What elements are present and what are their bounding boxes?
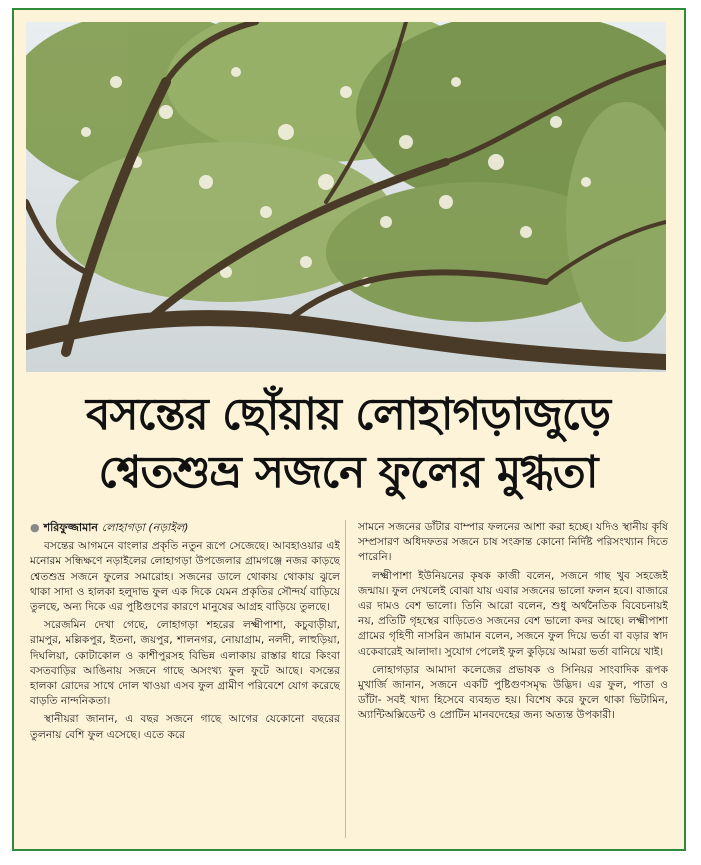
headline: [20, 386, 676, 502]
bullet-icon: ●: [30, 521, 40, 534]
paragraph: সরেজমিন দেখা গেছে, লোহাগড়া শহরের লক্ষ্মীপাশা, কচুবাড়ীয়া, রামপুর, মল্লিকপুর, ইতনা, জয়পুর, শালনগর, নোয়াগ্রাম, নলদী, লাহুড়িয়া, দিঘলিয়া, কোটাকোল ও কাশীপুরসহ বিভিন্ন এলাকায় রাস্তার ধারে কিংবা বসতবাড়ির আঙিনায় সজনে গাছে অসংখ্য ফুল ফুটে আছে। বসন্তের হালকা রোদের সাথে দোল খাওয়া এসব ফুল গ্রামীণ পরিবেশে যোগ করেছে বাড়তি নান্দনিকতা।: [30, 619, 340, 708]
headline-line-1: বসন্তের ছোঁয়ায় লোহাগড়াজুড়ে: [85, 389, 610, 440]
byline-author: শরিফুজ্জামান: [43, 521, 98, 534]
moringa-tree-image: [26, 22, 666, 372]
paragraph: সামনে সজনের ডাঁটার বাম্পার ফলনের আশা করা হচ্ছে। যদিও স্থানীয় কৃষি সম্প্রসারণ অধিদফতর সজনে চাষ সংক্রান্ত কোনো নির্দিষ্ট পরিসংখ্যান দিতে পারেনি।: [358, 521, 668, 564]
column-divider: [345, 520, 346, 838]
article-photo: [26, 22, 666, 372]
headline-line-2: শ্বেতশুভ্র সজনে ফুলের মুগ্ধতা: [98, 447, 598, 498]
article-column-right: [358, 520, 668, 838]
byline-location: লোহাগড়া (নড়াইল): [101, 521, 189, 534]
byline: [30, 520, 340, 535]
paragraph: বসন্তের আগমনে বাংলার প্রকৃতি নতুন রূপে সেজেছে। আবহাওয়ার এই মনোরম সন্ধিক্ষণে নড়াইলের লোহাগড়া উপজেলার গ্রামগঞ্জে নজর কাড়ছে শ্বেতশুভ্র সজনে ফুলের সমারোহ। সজনের ডালে থোকায় থোকায় ঝুলে থাকা সাদা ও হালকা হলুদাভ ফুল এক দিকে যেমন প্রকৃতির সৌন্দর্য বাড়িয়ে তুলছে, অন্য দিকে এর পুষ্টিগুণের কারণে মানুষের আগ্রহ বাড়িয়ে তুলছে।: [30, 540, 340, 614]
paragraph: লক্ষ্মীপাশা ইউনিয়নের কৃষক কাজী বলেন, সজনে গাছ খুব সহজেই জন্মায়। ফুল দেখলেই বোঝা যায় এবার সজনের ভালো ফলন হবে। বাজারে এর দামও বেশ ভালো। তিনি আরো বলেন, শুধু অর্থনৈতিক বিবেচনায়ই নয়, প্রতিটি গৃহস্থের বাড়িতেও সজনের বেশ ভালো কদর আছে। লক্ষ্মীপাশা গ্রামের গৃহিণী নাসরিন জামান বলেন, সজনে ফুল দিয়ে ভর্তা বা বড়ার স্বাদ একেবারেই আলাদা। সুযোগ পেলেই ফুল কুড়িয়ে আমরা ভর্তা বানিয়ে খাই।: [358, 569, 668, 658]
paragraph: লোহাগড়ার আমাদা কলেজের প্রভাষক ও সিনিয়র সাংবাদিক রূপক মুখার্জি জানান, সজনে একটি পুষ্টিগুণসমৃদ্ধ উদ্ভিদ। এর ফুল, পাতা ও ডাঁটা- সবই খাদ্য হিসেবে ব্যবহৃত হয়। বিশেষ করে ফুলে থাকা ভিটামিন, অ্যান্টিঅক্সিডেন্ট ও প্রোটিন মানবদেহের জন্য অত্যন্ত উপকারী।: [358, 663, 668, 722]
article-column-left: [30, 520, 340, 838]
paragraph: স্থানীয়রা জানান, এ বছর সজনে গাছে আগের যেকোনো বছরের তুলনায় বেশি ফুল এসেছে। এতে করে: [30, 713, 340, 741]
